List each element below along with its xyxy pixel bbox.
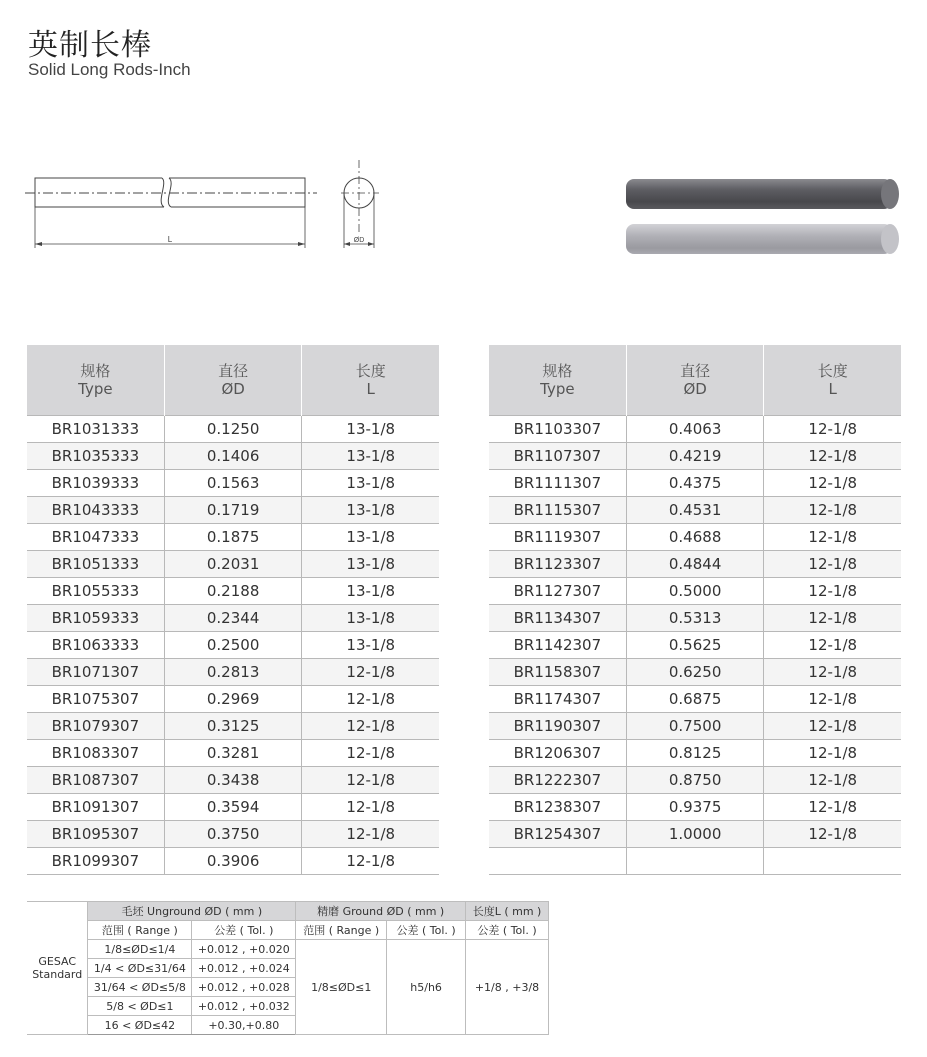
type-cell: BR1254307 (489, 821, 626, 848)
length-cell: 13-1/8 (302, 524, 439, 551)
unground-tol-label: 公差 ( Tol. ) (192, 921, 296, 940)
diameter-cell: 0.3594 (164, 794, 302, 821)
length-cell: 12-1/8 (764, 416, 901, 443)
length-cell: 13-1/8 (302, 443, 439, 470)
diameter-cell: 0.8125 (626, 740, 764, 767)
diameter-cell: 0.1563 (164, 470, 302, 497)
table-row (489, 443, 901, 470)
unground-range: 5/8 < ØD≤1 (88, 997, 192, 1016)
diameter-cell: 0.4063 (626, 416, 764, 443)
diameter-cell: 0.3125 (164, 713, 302, 740)
type-cell: BR1111307 (489, 470, 626, 497)
length-cell: 13-1/8 (302, 632, 439, 659)
type-cell: BR1127307 (489, 578, 626, 605)
type-cell: BR1103307 (489, 416, 626, 443)
table-row (489, 848, 901, 875)
ground-range-label: 范围 ( Range ) (296, 921, 387, 940)
table-row (27, 551, 439, 578)
table-row (27, 605, 439, 632)
type-cell: BR1107307 (489, 443, 626, 470)
diameter-cell: 0.4219 (626, 443, 764, 470)
length-cell: 12-1/8 (764, 605, 901, 632)
length-tol: +1/8 , +3/8 (466, 940, 549, 1035)
table-row (489, 605, 901, 632)
length-cell: 12-1/8 (764, 524, 901, 551)
unground-header: 毛坯 Unground ØD ( mm ) (88, 902, 296, 921)
length-cell: 12-1/8 (764, 470, 901, 497)
length-cell (764, 848, 901, 875)
type-cell: BR1238307 (489, 794, 626, 821)
table-row (489, 416, 901, 443)
tolerance-table (27, 901, 549, 1035)
table-row (489, 497, 901, 524)
type-cell: BR1134307 (489, 605, 626, 632)
length-cell: 12-1/8 (764, 821, 901, 848)
type-cell: BR1123307 (489, 551, 626, 578)
length-cell: 13-1/8 (302, 551, 439, 578)
diameter-cell: 0.3750 (164, 821, 302, 848)
table-row (489, 821, 901, 848)
length-cell: 12-1/8 (302, 686, 439, 713)
type-cell: BR1174307 (489, 686, 626, 713)
technical-drawing (25, 160, 395, 260)
length-cell: 12-1/8 (302, 659, 439, 686)
length-cell: 12-1/8 (764, 767, 901, 794)
type-cell: BR1071307 (27, 659, 164, 686)
diameter-cell: 0.2813 (164, 659, 302, 686)
ground-range: 1/8≤ØD≤1 (296, 940, 387, 1035)
table-row (489, 713, 901, 740)
length-label: L (167, 235, 173, 244)
type-cell: BR1035333 (27, 443, 164, 470)
length-cell: 12-1/8 (764, 740, 901, 767)
table-row (27, 443, 439, 470)
col-type: 规格 Type (27, 345, 164, 416)
table-row (27, 524, 439, 551)
type-cell: BR1059333 (27, 605, 164, 632)
unground-range: 1/8≤ØD≤1/4 (88, 940, 192, 959)
table-row (489, 686, 901, 713)
table-row (27, 794, 439, 821)
col-type: 规格 Type (489, 345, 626, 416)
table-row (27, 848, 439, 875)
unground-tol: +0.012 , +0.024 (192, 959, 296, 978)
type-cell: BR1115307 (489, 497, 626, 524)
diameter-cell: 0.2969 (164, 686, 302, 713)
type-cell: BR1079307 (27, 713, 164, 740)
table-row (489, 578, 901, 605)
table-row (27, 740, 439, 767)
length-cell: 12-1/8 (302, 740, 439, 767)
col-diameter: 直径 ØD (626, 345, 764, 416)
page-title-en: Solid Long Rods-Inch (28, 60, 191, 79)
standard-label: GESAC Standard (27, 902, 88, 1035)
ground-tol: h5/h6 (387, 940, 466, 1035)
unground-range: 31/64 < ØD≤5/8 (88, 978, 192, 997)
type-cell: BR1055333 (27, 578, 164, 605)
length-cell: 12-1/8 (764, 794, 901, 821)
table-row (489, 659, 901, 686)
type-cell: BR1095307 (27, 821, 164, 848)
type-cell: BR1087307 (27, 767, 164, 794)
type-cell: BR1206307 (489, 740, 626, 767)
length-cell: 13-1/8 (302, 605, 439, 632)
type-cell: BR1158307 (489, 659, 626, 686)
type-cell: BR1099307 (27, 848, 164, 875)
type-cell: BR1043333 (27, 497, 164, 524)
type-cell: BR1075307 (27, 686, 164, 713)
length-cell: 12-1/8 (764, 632, 901, 659)
length-cell: 13-1/8 (302, 497, 439, 524)
unground-range-label: 范围 ( Range ) (88, 921, 192, 940)
diameter-cell: 0.2188 (164, 578, 302, 605)
diameter-cell: 0.2344 (164, 605, 302, 632)
diameter-cell: 0.1406 (164, 443, 302, 470)
diameter-cell: 0.9375 (626, 794, 764, 821)
length-cell: 13-1/8 (302, 578, 439, 605)
length-cell: 12-1/8 (302, 848, 439, 875)
type-cell (489, 848, 626, 875)
length-cell: 12-1/8 (764, 551, 901, 578)
unground-range: 16 < ØD≤42 (88, 1016, 192, 1035)
table-row (27, 686, 439, 713)
type-cell: BR1190307 (489, 713, 626, 740)
table-row (489, 551, 901, 578)
table-header (27, 345, 439, 416)
table-row (489, 632, 901, 659)
diameter-cell: 0.4375 (626, 470, 764, 497)
table-row (489, 794, 901, 821)
table-row (27, 416, 439, 443)
length-cell: 12-1/8 (764, 443, 901, 470)
col-diameter: 直径 ØD (164, 345, 302, 416)
type-cell: BR1091307 (27, 794, 164, 821)
type-cell: BR1083307 (27, 740, 164, 767)
table-row (489, 524, 901, 551)
diameter-cell: 0.7500 (626, 713, 764, 740)
diameter-cell (626, 848, 764, 875)
length-cell: 12-1/8 (302, 821, 439, 848)
unground-tol: +0.012 , +0.028 (192, 978, 296, 997)
type-cell: BR1051333 (27, 551, 164, 578)
unground-tol: +0.012 , +0.020 (192, 940, 296, 959)
table-row (489, 740, 901, 767)
page-title-zh: 英制长棒 (28, 28, 152, 63)
table-row (27, 578, 439, 605)
type-cell: BR1031333 (27, 416, 164, 443)
diameter-cell: 0.1875 (164, 524, 302, 551)
type-cell: BR1047333 (27, 524, 164, 551)
diameter-cell: 0.1719 (164, 497, 302, 524)
length-cell: 12-1/8 (302, 713, 439, 740)
type-cell: BR1063333 (27, 632, 164, 659)
diameter-cell: 0.2031 (164, 551, 302, 578)
spec-table-left (27, 345, 439, 875)
diameter-cell: 1.0000 (626, 821, 764, 848)
length-cell: 12-1/8 (764, 578, 901, 605)
unground-range: 1/4 < ØD≤31/64 (88, 959, 192, 978)
table-row (489, 470, 901, 497)
table-row (27, 497, 439, 524)
unground-tol: +0.30,+0.80 (192, 1016, 296, 1035)
table-row (27, 713, 439, 740)
diameter-cell: 0.1250 (164, 416, 302, 443)
length-tol-label: 公差 ( Tol. ) (466, 921, 549, 940)
diameter-cell: 0.4531 (626, 497, 764, 524)
length-header: 长度L ( mm ) (466, 902, 549, 921)
length-cell: 12-1/8 (764, 713, 901, 740)
diameter-cell: 0.6250 (626, 659, 764, 686)
table-row (27, 767, 439, 794)
ground-tol-label: 公差 ( Tol. ) (387, 921, 466, 940)
diameter-label: ØD (353, 237, 365, 244)
table-header (489, 345, 901, 416)
diameter-cell: 0.6875 (626, 686, 764, 713)
table-row (27, 470, 439, 497)
table-row (489, 767, 901, 794)
diameter-cell: 0.8750 (626, 767, 764, 794)
light-rod (626, 224, 899, 254)
ground-header: 精磨 Ground ØD ( mm ) (296, 902, 466, 921)
col-length: 长度 L (764, 345, 901, 416)
diameter-cell: 0.3438 (164, 767, 302, 794)
diameter-cell: 0.5313 (626, 605, 764, 632)
diameter-cell: 0.2500 (164, 632, 302, 659)
diameter-cell: 0.5000 (626, 578, 764, 605)
diameter-cell: 0.4688 (626, 524, 764, 551)
unground-tol: +0.012 , +0.032 (192, 997, 296, 1016)
table-row (27, 659, 439, 686)
diameter-cell: 0.3281 (164, 740, 302, 767)
type-cell: BR1222307 (489, 767, 626, 794)
diameter-cell: 0.5625 (626, 632, 764, 659)
type-cell: BR1119307 (489, 524, 626, 551)
length-cell: 12-1/8 (764, 686, 901, 713)
table-row (27, 632, 439, 659)
dark-rod (626, 179, 899, 209)
spec-table-right (489, 345, 901, 875)
type-cell: BR1142307 (489, 632, 626, 659)
rods-photo (620, 172, 905, 262)
col-length: 长度 L (302, 345, 439, 416)
length-cell: 12-1/8 (302, 767, 439, 794)
diameter-cell: 0.3906 (164, 848, 302, 875)
diameter-cell: 0.4844 (626, 551, 764, 578)
type-cell: BR1039333 (27, 470, 164, 497)
length-cell: 12-1/8 (764, 659, 901, 686)
length-cell: 12-1/8 (302, 794, 439, 821)
length-cell: 13-1/8 (302, 416, 439, 443)
length-cell: 12-1/8 (764, 497, 901, 524)
length-cell: 13-1/8 (302, 470, 439, 497)
table-row (27, 821, 439, 848)
